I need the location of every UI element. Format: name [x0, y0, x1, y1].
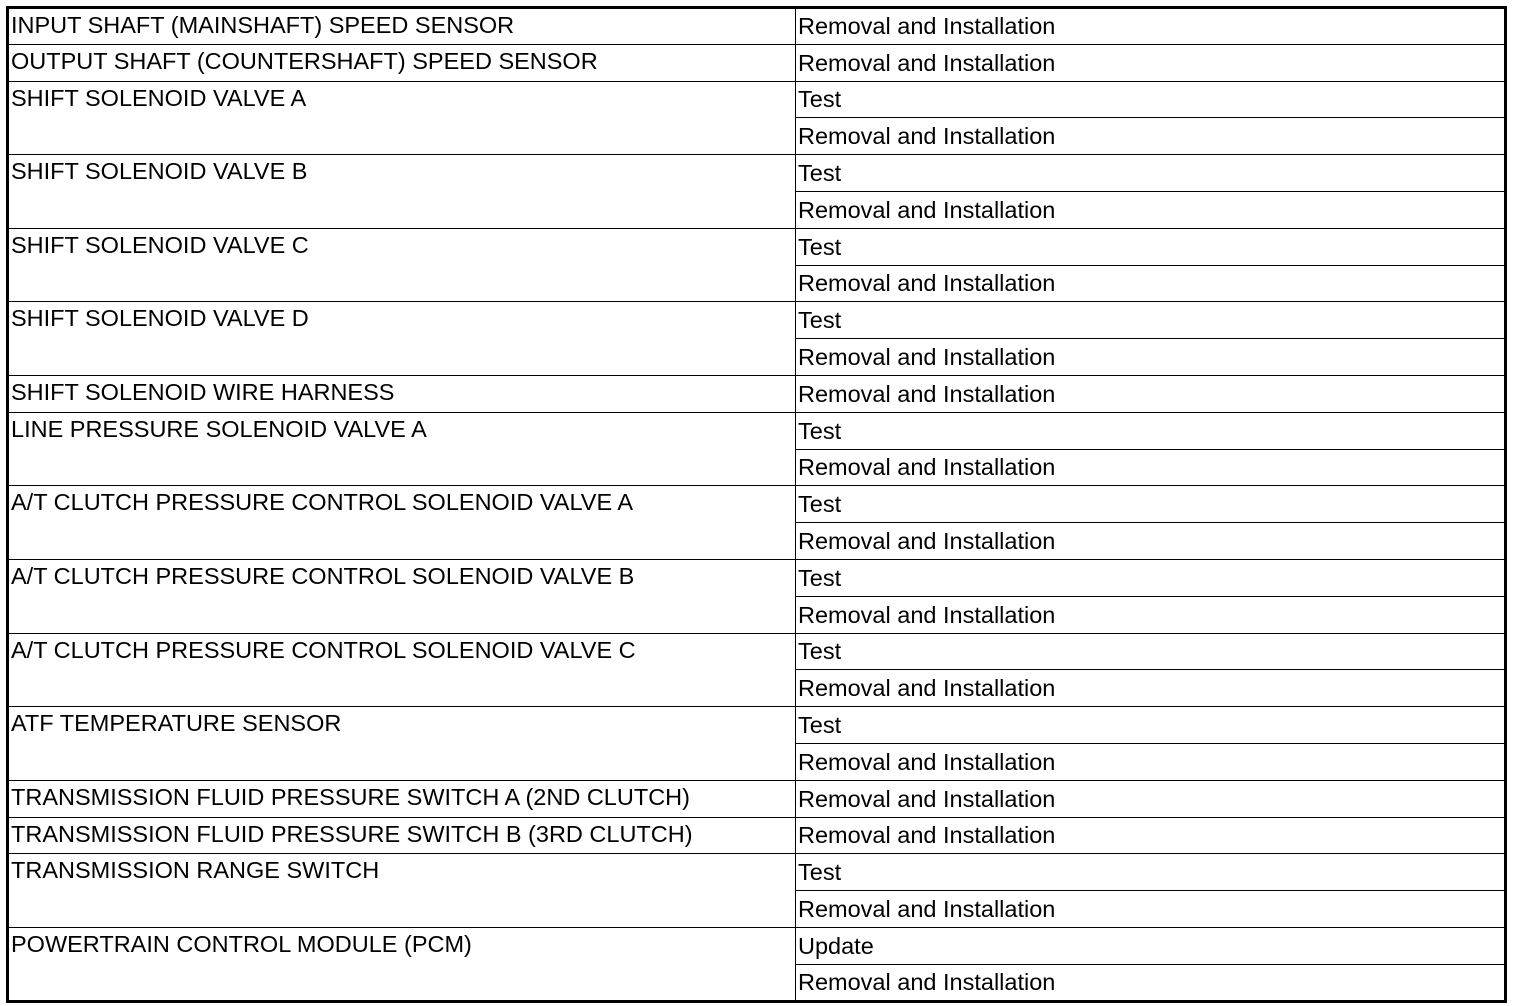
- procedure-link-cell[interactable]: Removal and Installation: [796, 891, 1506, 928]
- component-name-cell: TRANSMISSION RANGE SWITCH: [8, 854, 796, 928]
- table-row: [8, 8, 1506, 45]
- procedure-link-cell[interactable]: Removal and Installation: [796, 780, 1506, 817]
- procedure-link-cell[interactable]: Test: [796, 486, 1506, 523]
- table-body: [8, 8, 1506, 1002]
- component-procedure-table: [6, 6, 1507, 1003]
- procedure-link-cell[interactable]: Removal and Installation: [796, 523, 1506, 560]
- component-name-cell: A/T CLUTCH PRESSURE CONTROL SOLENOID VALVE C: [8, 633, 796, 707]
- procedure-link-cell[interactable]: Test: [796, 412, 1506, 449]
- procedure-link-cell[interactable]: Test: [796, 559, 1506, 596]
- table-row: [8, 375, 1506, 412]
- component-name-cell: INPUT SHAFT (MAINSHAFT) SPEED SENSOR: [8, 8, 796, 45]
- component-name-cell: A/T CLUTCH PRESSURE CONTROL SOLENOID VALVE B: [8, 559, 796, 633]
- procedure-link-cell[interactable]: Test: [796, 155, 1506, 192]
- procedure-link-cell[interactable]: Removal and Installation: [796, 118, 1506, 155]
- table-row: [8, 854, 1506, 891]
- procedure-link-cell[interactable]: Test: [796, 81, 1506, 118]
- procedure-link-cell[interactable]: Removal and Installation: [796, 265, 1506, 302]
- procedure-link-cell[interactable]: Update: [796, 927, 1506, 964]
- table-row: [8, 486, 1506, 523]
- component-name-cell: LINE PRESSURE SOLENOID VALVE A: [8, 412, 796, 486]
- component-name-cell: SHIFT SOLENOID WIRE HARNESS: [8, 375, 796, 412]
- table-row: [8, 927, 1506, 964]
- procedure-link-cell[interactable]: Removal and Installation: [796, 743, 1506, 780]
- procedure-link-cell[interactable]: Test: [796, 302, 1506, 339]
- component-name-cell: POWERTRAIN CONTROL MODULE (PCM): [8, 927, 796, 1001]
- component-name-cell: TRANSMISSION FLUID PRESSURE SWITCH B (3RD CLUTCH): [8, 817, 796, 854]
- procedure-link-cell[interactable]: Test: [796, 633, 1506, 670]
- procedure-link-cell[interactable]: Test: [796, 854, 1506, 891]
- table-row: [8, 44, 1506, 81]
- table-row: [8, 302, 1506, 339]
- component-name-cell: SHIFT SOLENOID VALVE A: [8, 81, 796, 155]
- table-row: [8, 559, 1506, 596]
- table-row: [8, 780, 1506, 817]
- component-name-cell: A/T CLUTCH PRESSURE CONTROL SOLENOID VALVE A: [8, 486, 796, 560]
- procedure-link-cell[interactable]: Test: [796, 228, 1506, 265]
- procedure-link-cell[interactable]: Removal and Installation: [796, 44, 1506, 81]
- table-row: [8, 155, 1506, 192]
- procedure-link-cell[interactable]: Removal and Installation: [796, 670, 1506, 707]
- component-name-cell: ATF TEMPERATURE SENSOR: [8, 707, 796, 781]
- table-row: [8, 228, 1506, 265]
- component-name-cell: SHIFT SOLENOID VALVE C: [8, 228, 796, 302]
- procedure-link-cell[interactable]: Removal and Installation: [796, 375, 1506, 412]
- procedure-link-cell[interactable]: Removal and Installation: [796, 8, 1506, 45]
- procedure-link-cell[interactable]: Test: [796, 707, 1506, 744]
- component-name-cell: TRANSMISSION FLUID PRESSURE SWITCH A (2ND CLUTCH): [8, 780, 796, 817]
- component-name-cell: SHIFT SOLENOID VALVE D: [8, 302, 796, 376]
- table-row: [8, 707, 1506, 744]
- component-name-cell: OUTPUT SHAFT (COUNTERSHAFT) SPEED SENSOR: [8, 44, 796, 81]
- component-name-cell: SHIFT SOLENOID VALVE B: [8, 155, 796, 229]
- procedure-link-cell[interactable]: Removal and Installation: [796, 339, 1506, 376]
- table-row: [8, 412, 1506, 449]
- procedure-link-cell[interactable]: Removal and Installation: [796, 191, 1506, 228]
- procedure-link-cell[interactable]: Removal and Installation: [796, 964, 1506, 1001]
- procedure-link-cell[interactable]: Removal and Installation: [796, 449, 1506, 486]
- table-row: [8, 817, 1506, 854]
- table-row: [8, 633, 1506, 670]
- procedure-link-cell[interactable]: Removal and Installation: [796, 596, 1506, 633]
- table-row: [8, 81, 1506, 118]
- procedure-link-cell[interactable]: Removal and Installation: [796, 817, 1506, 854]
